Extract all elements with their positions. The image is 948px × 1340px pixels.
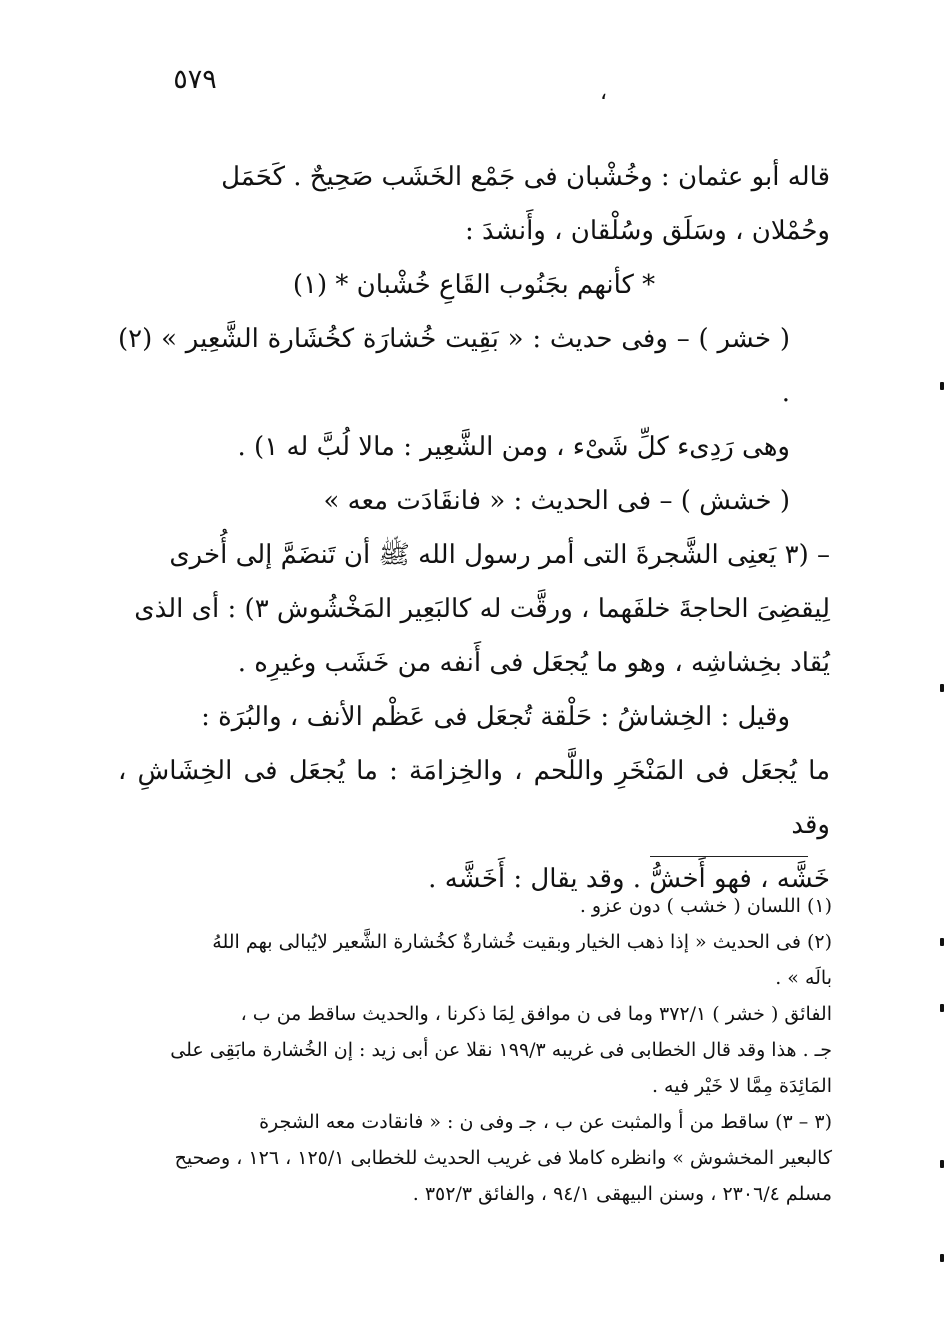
entry-heading-khashash: ( خشش ) – فى الحديث : « فانقَادَت معه » [323,486,790,516]
entry-khashar [118,312,830,474]
text-line: ما يُجعَل فى المَنْخَرِ واللَّحم ، والخِزامَة : ما يُجعَل فى الخِشَاشِ ، وقد [118,756,830,840]
footnote-line: كالبعير المخشوش » وانظره كاملا فى غريب الحديث للخطابى ١٢٥/١ ، ١٢٦ ، وصحيح [174,1147,832,1169]
text-line: قاله أبو عثمان : وخُشْبان فى جَمْع الخَشَب صَحِيحٌ . كَحَمَل [221,162,830,192]
footnotes-section [118,888,832,1212]
footnote-line: الفائق ( خشر ) ٣٧٢/١ وما فى ن موافق لِمَا ذكرنا ، والحديث ساقط من ب ، [240,1003,832,1025]
verse-line: * كأنهم بجَنُوب القَاعِ خُشْبان * (١) [292,270,656,300]
footnote-2: (٢) فى الحديث « إذا ذهب الخيار وبقيت خُشارةٌ كخُشارة الشَّعير لايُبالى بهم اللهُ [212,931,832,953]
entry-khashash [118,474,830,690]
footnote-line: بالَه » . [775,967,832,989]
footnote-3: (٣ – ٣) ساقط من أ والمثبت عن ب ، جـ وفى ن : « فانقادت معه الشجرة [259,1111,832,1133]
footnote-divider [650,856,808,857]
text-line: لِيقضِىَ الحاجةَ خلفَهما ، ورقَّت له كالبَعِير المَخْشُوش ٣) : أى الذى [134,594,830,624]
text-line: يُقاد بخِشاشِه ، وهو ما يُجعَل فى أَنفه من خَشَب وغيرِه . [237,648,830,678]
main-text-body [118,150,830,906]
scan-margin-mark [940,1254,944,1262]
paragraph-khashab [118,150,830,312]
text-line: وقيل : الخِشاشُ : حَلْقة تُجعَل فى عَظْم الأنف ، والبُرَة : [201,702,790,732]
footnote-line: جـ . هذا وقد قال الخطابى فى غريبه ١٩٩/٣ نقلا عن أبى زيد : إن الخُشارة مابَقِى على [170,1039,832,1061]
scan-margin-mark [940,382,944,390]
header-mark: ، [600,80,608,105]
scan-margin-mark [940,1160,944,1168]
text-line: – (٣ يَعنِى الشَّجرةَ التى أمر رسول الله ﷺ أن تَنضَمَّ إلى أُخرى [169,540,830,570]
text-line: وحُمْلان ، وسَلَق وسُلْقان ، وأَنشدَ : [464,216,830,246]
footnote-line: المَائِدَة مِمَّا لا خَيْر فيه . [651,1075,832,1097]
scan-margin-mark [940,1004,944,1012]
entry-heading-khashar: ( خشر ) – وفى حديث : « بَقِيت خُشارَة كخُشَارة الشَّعِير » (٢) . [118,324,790,408]
footnote-line: مسلم ٢٣٠٦/٤ ، وسنن البيهقى ٩٤/١ ، والفائق ٣٥٢/٣ . [412,1183,832,1205]
page-number: ٥٧٩ [173,64,217,95]
scan-margin-mark [940,938,944,946]
scan-margin-mark [940,684,944,692]
text-line: خَشَّه ، فهو أَخشُّ . وقد يقال : أَخَشَّه . [428,864,830,894]
paragraph-qila [118,690,830,906]
footnote-1: (١) اللسان ( خشب ) دون عزو . [579,895,832,917]
text-line: وهى رَدِىء كلِّ شَىْء ، ومن الشَّعِير : مالا لُبَّ له ١) . [237,432,790,462]
